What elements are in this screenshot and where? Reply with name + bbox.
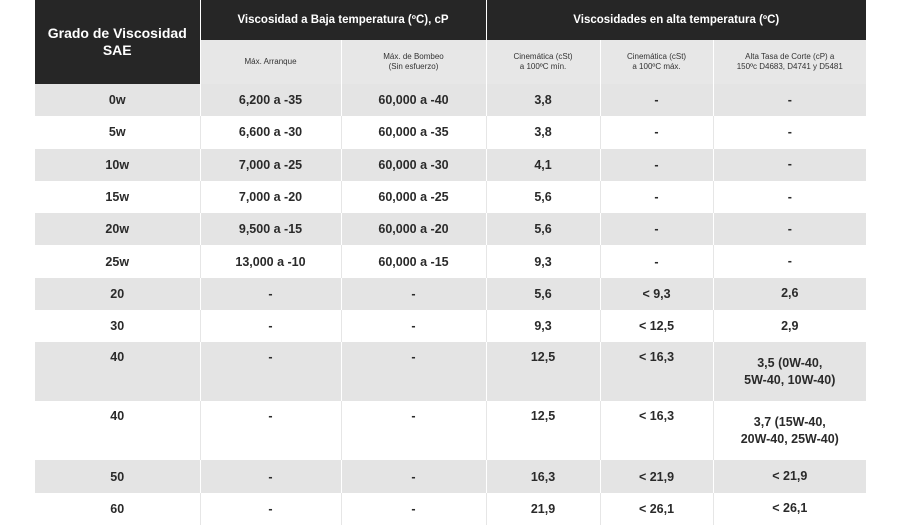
max-bombeo-cell: 60,000 a -35: [341, 116, 486, 148]
alta-tasa-corte-value-line1: -: [787, 92, 792, 107]
table-row: [35, 493, 866, 525]
grade-cell: 10w: [35, 149, 200, 181]
cinematica-min-label-line1: Cinemática (cSt): [513, 52, 573, 61]
alta-tasa-corte-value-line2: 5W-40, 10W-40): [744, 372, 836, 387]
cinematica-min-cell: 4,1: [486, 149, 600, 181]
grade-cell: 30: [35, 310, 200, 342]
table-row: [35, 213, 866, 245]
table-row: [35, 460, 866, 492]
max-arranque-cell: -: [200, 493, 341, 525]
max-arranque-label: Máx. Arranque: [244, 57, 297, 66]
alta-tasa-corte-cell: [713, 278, 866, 310]
alta-tasa-corte-cell: [713, 342, 866, 401]
max-arranque-cell: 7,000 a -25: [200, 149, 341, 181]
cinematica-min-cell: 5,6: [486, 181, 600, 213]
max-arranque-cell: 6,600 a -30: [200, 116, 341, 148]
max-bombeo-cell: -: [341, 310, 486, 342]
cinematica-max-cell: < 21,9: [600, 460, 713, 492]
cinematica-max-header: [600, 40, 713, 84]
table-row: [35, 245, 866, 277]
alta-tasa-corte-value-line1: -: [787, 189, 792, 204]
cinematica-min-cell: 3,8: [486, 84, 600, 116]
max-bombeo-cell: 60,000 a -20: [341, 213, 486, 245]
table-row: [35, 116, 866, 148]
max-bombeo-label-line1: Máx. de Bombeo: [383, 52, 444, 61]
cinematica-min-cell: 5,6: [486, 278, 600, 310]
table-header: [35, 0, 866, 84]
alta-tasa-corte-value-line1: -: [787, 124, 792, 139]
alta-tasa-corte-cell: [713, 493, 866, 525]
cinematica-max-cell: -: [600, 245, 713, 277]
high-temp-group-header: [486, 0, 866, 40]
alta-tasa-corte-cell: [713, 310, 866, 342]
max-arranque-cell: -: [200, 460, 341, 492]
low-temp-group-label: Viscosidad a Baja temperatura (ºC), cP: [237, 14, 449, 26]
low-temp-group-header: [200, 0, 486, 40]
table-row: [35, 278, 866, 310]
grade-cell: 60: [35, 493, 200, 525]
grade-cell: 20w: [35, 213, 200, 245]
max-arranque-cell: 13,000 a -10: [200, 245, 341, 277]
cinematica-max-cell: -: [600, 84, 713, 116]
max-arranque-cell: 9,500 a -15: [200, 213, 341, 245]
cinematica-min-cell: 5,6: [486, 213, 600, 245]
table-body: [35, 84, 866, 525]
max-bombeo-cell: -: [341, 493, 486, 525]
alta-tasa-corte-header: [713, 40, 866, 84]
cinematica-max-cell: -: [600, 116, 713, 148]
max-bombeo-cell: -: [341, 278, 486, 310]
cinematica-min-cell: 3,8: [486, 116, 600, 148]
alta-tasa-corte-cell: [713, 245, 866, 277]
alta-tasa-corte-value-line1: 3,5 (0W-40,: [757, 355, 823, 370]
cinematica-min-header: [486, 40, 600, 84]
alta-tasa-corte-cell: [713, 149, 866, 181]
high-temp-group-label: Viscosidades en alta temperatura (ºC): [573, 14, 780, 26]
alta-tasa-corte-cell: [713, 213, 866, 245]
alta-tasa-corte-cell: [713, 460, 866, 492]
table-row: [35, 84, 866, 116]
max-bombeo-label-line2: (Sin esfuerzo): [388, 62, 439, 71]
max-arranque-cell: 7,000 a -20: [200, 181, 341, 213]
cinematica-max-cell: -: [600, 213, 713, 245]
alta-tasa-corte-label-line2: 150ºc D4683, D4741 y D5481: [736, 62, 843, 71]
max-bombeo-cell: -: [341, 342, 486, 401]
max-bombeo-header: [341, 40, 486, 84]
sae-viscosity-table-container: [35, 0, 866, 525]
grade-cell: 20: [35, 278, 200, 310]
sae-viscosity-table: [35, 0, 866, 525]
cinematica-min-cell: 12,5: [486, 401, 600, 460]
alta-tasa-corte-value-line2: 20W-40, 25W-40): [740, 431, 839, 446]
alta-tasa-corte-value-line1: < 26,1: [772, 501, 808, 516]
grade-cell: 50: [35, 460, 200, 492]
alta-tasa-corte-value-line1: 2,6: [781, 286, 799, 301]
cinematica-min-cell: 21,9: [486, 493, 600, 525]
grade-cell: 15w: [35, 181, 200, 213]
cinematica-max-cell: < 16,3: [600, 401, 713, 460]
max-bombeo-cell: -: [341, 401, 486, 460]
cinematica-max-label-line1: Cinemática (cSt): [626, 52, 687, 61]
table-row: [35, 342, 866, 401]
max-arranque-cell: 6,200 a -35: [200, 84, 341, 116]
max-arranque-cell: -: [200, 310, 341, 342]
cinematica-max-cell: -: [600, 149, 713, 181]
alta-tasa-corte-cell: [713, 84, 866, 116]
alta-tasa-corte-cell: [713, 181, 866, 213]
cinematica-max-cell: -: [600, 181, 713, 213]
cinematica-min-cell: 16,3: [486, 460, 600, 492]
alta-tasa-corte-value-line1: < 21,9: [772, 469, 808, 484]
max-bombeo-cell: 60,000 a -30: [341, 149, 486, 181]
cinematica-max-cell: < 16,3: [600, 342, 713, 401]
grade-cell: 5w: [35, 116, 200, 148]
table-row: [35, 181, 866, 213]
max-bombeo-cell: 60,000 a -15: [341, 245, 486, 277]
cinematica-min-cell: 9,3: [486, 310, 600, 342]
alta-tasa-corte-value-line1: 2,9: [781, 318, 799, 333]
max-arranque-header: [200, 40, 341, 84]
grade-cell: 40: [35, 401, 200, 460]
alta-tasa-corte-cell: [713, 401, 866, 460]
cinematica-min-cell: 9,3: [486, 245, 600, 277]
table-row: [35, 310, 866, 342]
grade-cell: 0w: [35, 84, 200, 116]
cinematica-min-cell: 12,5: [486, 342, 600, 401]
max-bombeo-cell: 60,000 a -25: [341, 181, 486, 213]
max-bombeo-cell: -: [341, 460, 486, 492]
alta-tasa-corte-cell: [713, 116, 866, 148]
max-arranque-cell: -: [200, 342, 341, 401]
alta-tasa-corte-value-line1: -: [787, 221, 792, 236]
grade-column-label: Grado de Viscosidad SAE: [47, 25, 187, 58]
table-row: [35, 401, 866, 460]
grade-cell: 25w: [35, 245, 200, 277]
max-bombeo-cell: 60,000 a -40: [341, 84, 486, 116]
max-arranque-cell: -: [200, 401, 341, 460]
max-arranque-cell: -: [200, 278, 341, 310]
cinematica-max-cell: < 12,5: [600, 310, 713, 342]
grade-column-header: [35, 0, 200, 84]
alta-tasa-corte-value-line1: -: [787, 254, 792, 269]
alta-tasa-corte-value-line1: -: [787, 157, 792, 172]
cinematica-max-cell: < 9,3: [600, 278, 713, 310]
cinematica-max-cell: < 26,1: [600, 493, 713, 525]
table-row: [35, 149, 866, 181]
cinematica-min-label-line2: a 100ºC mín.: [519, 62, 567, 71]
grade-cell: 40: [35, 342, 200, 401]
alta-tasa-corte-value-line1: 3,7 (15W-40,: [753, 414, 826, 429]
cinematica-max-label-line2: a 100ºC máx.: [632, 62, 681, 71]
alta-tasa-corte-label-line1: Alta Tasa de Corte (cP) a: [745, 52, 835, 61]
